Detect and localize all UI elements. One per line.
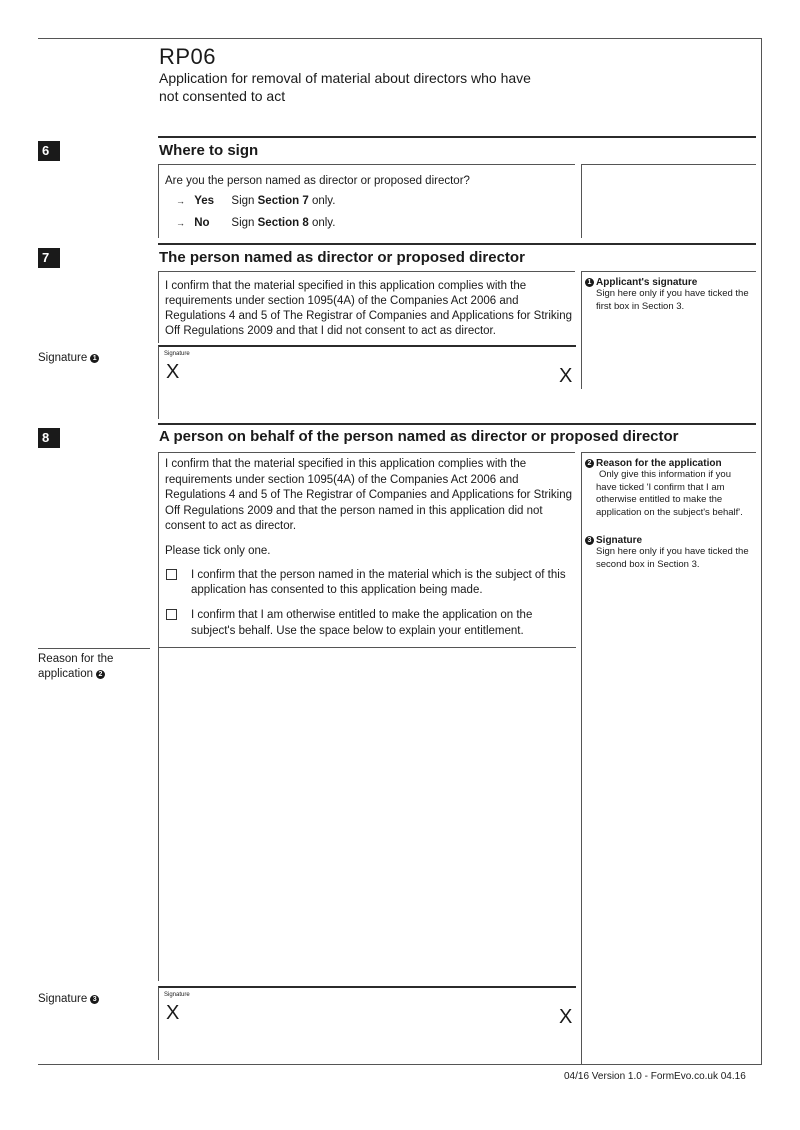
note-marker-1-icon: 1 bbox=[585, 278, 594, 287]
section8-confirm-l5: consent to act as director. bbox=[165, 520, 297, 532]
section8-note-top bbox=[581, 452, 756, 453]
section8-signature-label: Signature 3 bbox=[38, 992, 99, 1007]
note2-title: Reason for the application bbox=[596, 458, 722, 469]
top-rule bbox=[38, 38, 762, 39]
note-marker-2-icon: 2 bbox=[585, 459, 594, 468]
section8-confirm-l2: requirements under section 1095(4A) of the Companies Act 2006 and bbox=[165, 474, 519, 486]
note3-title: Signature bbox=[596, 535, 643, 546]
yes-prefix: Sign bbox=[231, 195, 258, 207]
section6-yes-row bbox=[176, 194, 335, 210]
form-code: RP06 bbox=[159, 44, 217, 69]
section7-number: 7 bbox=[38, 248, 60, 268]
bottom-rule bbox=[38, 1064, 762, 1065]
section7-note bbox=[585, 277, 760, 313]
section7-rule bbox=[158, 243, 756, 245]
section7-confirm-l3: Regulations 4 and 5 of The Registrar of Companies and Applications for Striking bbox=[165, 310, 572, 322]
section6-number: 6 bbox=[38, 141, 60, 161]
option1-checkbox[interactable] bbox=[166, 569, 177, 580]
arrow-right-icon: → bbox=[176, 196, 185, 206]
section7-note-left bbox=[581, 271, 582, 389]
no-prefix: Sign bbox=[231, 217, 258, 229]
section8-signature-small-label: Signature bbox=[164, 992, 190, 998]
section8-signature-box[interactable] bbox=[158, 986, 576, 1060]
note2-l2: have ticked 'I confirm that I am bbox=[596, 481, 725, 493]
section8-note-left bbox=[581, 452, 582, 1064]
section7-confirm-l4: Off Regulations 2009 and that I did not consent to act as director. bbox=[165, 325, 496, 337]
note3-l1: Sign here only if you have ticked the bbox=[596, 546, 749, 557]
section6-question: Are you the person named as director or proposed director? bbox=[165, 175, 470, 187]
section7-title: The person named as director or proposed director bbox=[159, 249, 525, 266]
no-label: No bbox=[194, 217, 210, 229]
note3-l2: second box in Section 3. bbox=[596, 558, 700, 570]
note2-l3: otherwise entitled to make the bbox=[596, 494, 723, 505]
section8-number: 8 bbox=[38, 428, 60, 448]
section8-note-signature bbox=[585, 535, 760, 571]
section8-rule bbox=[158, 423, 756, 425]
section8-box-top bbox=[158, 452, 575, 453]
section7-note-l2: first box in Section 3. bbox=[596, 300, 685, 312]
section6-rule bbox=[158, 136, 756, 138]
option2-text-l1: I confirm that I am otherwise entitled to make the application on the bbox=[191, 609, 533, 621]
option1-text-l1: I confirm that the person named in the material which is the subject of this bbox=[191, 569, 566, 581]
form-title-line2: not consented to act bbox=[159, 88, 286, 104]
no-suffix: only. bbox=[308, 217, 336, 229]
section7-confirm-l1: I confirm that the material specified in this application complies with the bbox=[165, 280, 527, 292]
yes-suffix: only. bbox=[308, 195, 336, 207]
note-marker-2-icon: 2 bbox=[96, 670, 105, 679]
option2-text-l2: subject's behalf. Use the space below to explain your entitlement. bbox=[191, 625, 524, 637]
arrow-right-icon: → bbox=[176, 218, 185, 228]
section8-box-left bbox=[158, 452, 159, 648]
section8-confirm-l4: Off Regulations 2009 and that the person named in this application did not bbox=[165, 505, 543, 517]
section7-box-top bbox=[158, 271, 575, 272]
section7-signature-label: Signature 1 bbox=[38, 351, 99, 366]
no-section: Section 8 bbox=[257, 217, 309, 229]
right-border bbox=[761, 38, 762, 1065]
section8-confirm-l3: Regulations 4 and 5 of The Registrar of Companies and Applications for Striking bbox=[165, 489, 572, 501]
section6-box-top bbox=[158, 164, 575, 165]
form-title-line1: Application for removal of material about directors who have bbox=[159, 70, 531, 86]
section6-no-row bbox=[176, 216, 335, 232]
note2-l4: application on the subject's behalf'. bbox=[596, 506, 743, 518]
section8-title: A person on behalf of the person named as director or proposed director bbox=[159, 428, 679, 445]
yes-section: Section 7 bbox=[257, 195, 309, 207]
section7-signature-box[interactable] bbox=[158, 345, 576, 419]
note2-l1: Only give this information if you bbox=[599, 469, 732, 480]
section7-signature-small-label: Signature bbox=[164, 351, 190, 357]
section7-note-top bbox=[581, 271, 756, 272]
note-marker-3-icon: 3 bbox=[90, 995, 99, 1004]
section7-confirm-l2: requirements under section 1095(4A) of the Companies Act 2006 and bbox=[165, 295, 519, 307]
section8-confirm-l1: I confirm that the material specified in this application complies with the bbox=[165, 458, 527, 470]
reason-text-area[interactable] bbox=[158, 647, 576, 981]
section6-box-right bbox=[581, 164, 582, 238]
note-marker-1-icon: 1 bbox=[90, 354, 99, 363]
section7-note-title: Applicant's signature bbox=[596, 277, 698, 288]
section6-box-left bbox=[158, 164, 159, 238]
section8-note-reason bbox=[585, 458, 760, 519]
section6-title: Where to sign bbox=[159, 142, 259, 159]
footer-version: 04/16 Version 1.0 - FormEvo.co.uk 04.16 bbox=[564, 1071, 746, 1082]
section7-note-l1: Sign here only if you have ticked the bbox=[596, 288, 749, 299]
yes-label: Yes bbox=[194, 195, 215, 207]
signature-x-right-icon: X bbox=[559, 365, 573, 387]
option1-text-l2: application has consented to this application being made. bbox=[191, 584, 483, 596]
section6-note-top bbox=[581, 164, 756, 165]
section7-box-left bbox=[158, 271, 159, 343]
note-marker-3-icon: 3 bbox=[585, 536, 594, 545]
reason-label: Reason for the application 2 bbox=[38, 653, 114, 680]
option2-checkbox[interactable] bbox=[166, 609, 177, 620]
signature-x-right-icon: X bbox=[559, 1006, 573, 1028]
signature-x-left-icon: X bbox=[166, 361, 180, 383]
section8-tick-instruction: Please tick only one. bbox=[165, 545, 271, 557]
reason-label-rule bbox=[38, 648, 150, 649]
signature-x-left-icon: X bbox=[166, 1002, 180, 1024]
